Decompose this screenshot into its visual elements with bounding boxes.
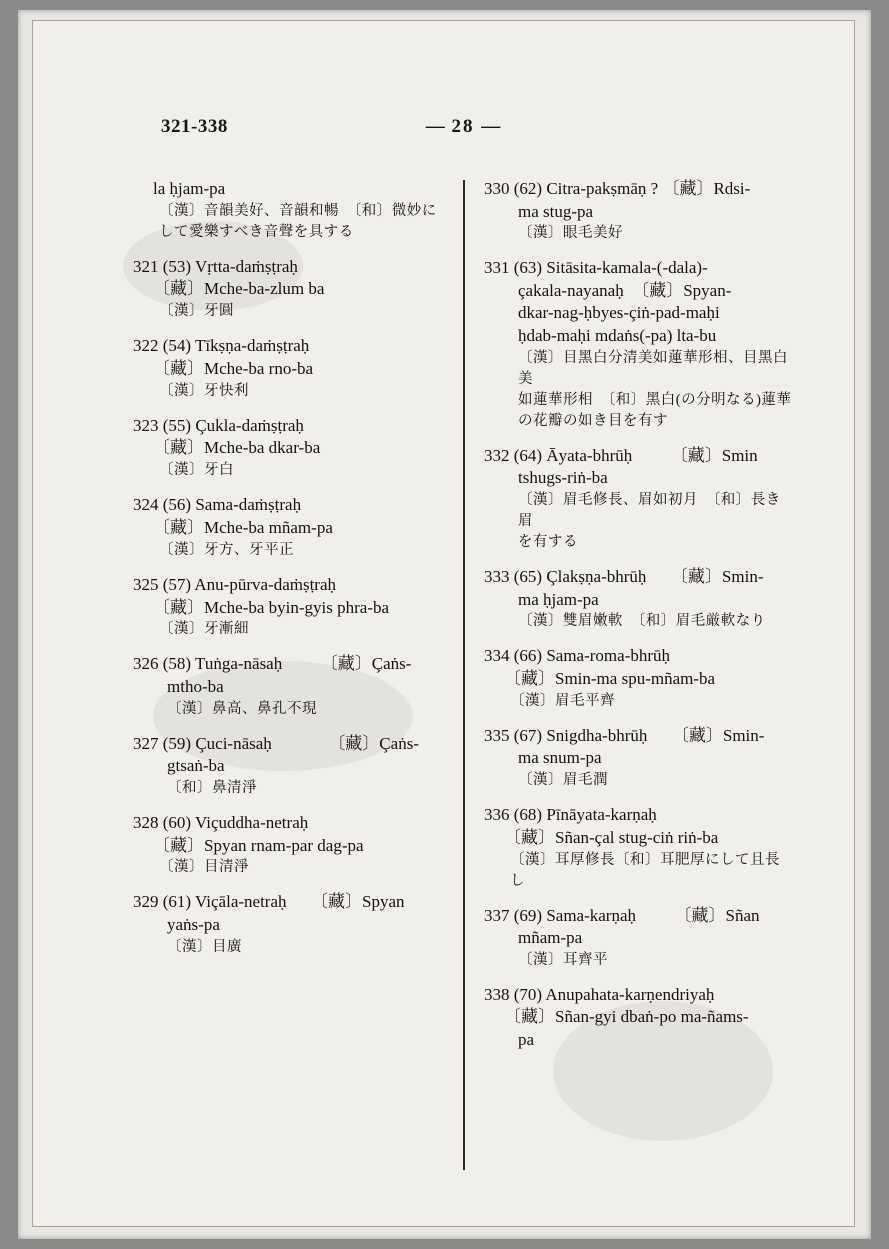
entry-headword: [484, 905, 793, 928]
entry-continuation-320: [133, 178, 442, 243]
entry-subnumber: (54): [162, 336, 192, 356]
dictionary-entry-324: [133, 494, 442, 561]
entry-headword: [484, 804, 793, 827]
entry-sanskrit: Çlakṣṇa-bhrūḥ: [546, 567, 647, 586]
dictionary-entry-327: [133, 733, 442, 799]
gloss-line: 〔漢〕眼毛美好: [518, 225, 623, 242]
tibetan-continuation-line: ḥdab-maḥi mdaṅs(-pa) lta-bu: [518, 326, 717, 346]
tibetan-continuation-line: ma stug-pa: [518, 201, 594, 221]
entry-sanskrit: Snigdha-bhrūḥ: [546, 725, 648, 745]
entry-sanskrit: Tīkṣṇa-daṁṣṭraḥ: [195, 336, 310, 356]
entry-headword: [133, 653, 442, 676]
entry-subnumber: (70): [513, 984, 543, 1004]
entry-headword: [484, 645, 793, 668]
page-header: [133, 116, 793, 150]
entry-sanskrit: Anupahata-karṇendriyaḥ: [545, 984, 715, 1004]
tibetan-continuation-line: dkar-nag-ḥbyes-çiṅ-pad-maḥi: [518, 303, 720, 323]
tibetan-line: 〔藏〕Mche-ba mñam-pa: [153, 517, 333, 537]
gloss-line: 〔漢〕眉毛平齊: [510, 692, 615, 709]
tibetan-continuation-line: pa: [518, 1030, 535, 1050]
page-content-area: [32, 20, 855, 1227]
entry-subnumber: (58): [162, 654, 192, 674]
tibetan-continuation-line: gtsaṅ-ba: [167, 756, 225, 776]
dictionary-entry-338: [484, 984, 793, 1052]
entry-headword: [133, 812, 442, 835]
entry-subnumber: (69): [513, 905, 543, 925]
tibetan-continuation-line: çakala-nayanaḥ 〔藏〕Spyan-: [518, 280, 732, 300]
entry-number: 337: [484, 905, 510, 925]
entry-subnumber: (65): [513, 567, 543, 586]
entry-number: 323: [133, 415, 159, 435]
entry-headword: [133, 891, 442, 914]
entry-number: 324: [133, 495, 159, 515]
entry-number: 325: [133, 574, 159, 594]
entry-subnumber: (56): [162, 495, 192, 515]
page-number-label: [133, 116, 793, 138]
entry-tibetan-head-tail: 〔藏〕Çaṅs-: [328, 733, 419, 753]
entry-number: 322: [133, 336, 159, 356]
entry-sanskrit: Citra-pakṣmāṇ ?: [546, 179, 659, 198]
tibetan-continuation-line: ma ḥjam-pa: [518, 589, 599, 609]
entry-subnumber: (53): [162, 256, 192, 276]
page-body: [133, 116, 793, 1065]
entry-sanskrit: Viçuddha-netraḥ: [195, 812, 309, 832]
gloss-line: 〔和〕鼻清淨: [167, 779, 257, 796]
gloss-line: 〔漢〕目黑白分清美如蓮華形相、目黑白美: [518, 349, 788, 387]
dictionary-entry-326: [133, 653, 442, 719]
tibetan-line: 〔藏〕Mche-ba byin-gyis phra-ba: [153, 597, 390, 617]
tibetan-line: 〔藏〕Sñan-gyi dbaṅ-po ma-ñams-: [504, 1007, 749, 1027]
gloss-line: 〔漢〕牙白: [159, 462, 234, 479]
gloss-line: 〔漢〕牙快利: [159, 382, 249, 399]
gloss-line: 〔漢〕眉毛修長、眉如初月 〔和〕長き眉: [518, 491, 781, 529]
entry-headword: [133, 335, 442, 358]
gloss-line: 〔漢〕雙眉嫩軟 〔和〕眉毛厳軟なり: [518, 613, 766, 630]
dictionary-entry-328: [133, 812, 442, 879]
entry-headword: [133, 494, 442, 517]
entry-subnumber: (57): [162, 574, 192, 594]
gloss-line: 〔漢〕目廣: [167, 938, 242, 955]
entry-subnumber: (63): [513, 258, 543, 278]
tibetan-continuation-line: mñam-pa: [518, 928, 583, 948]
gloss-line: 〔漢〕牙圓: [159, 303, 234, 320]
dictionary-entry-334: [484, 645, 793, 712]
entry-sanskrit: Anu-pūrva-daṁṣṭraḥ: [194, 574, 337, 594]
gloss-line: 〔漢〕耳齊平: [518, 951, 608, 968]
gloss-line: 〔漢〕牙漸細: [159, 621, 249, 638]
tibetan-continuation-line: tshugs-riṅ-ba: [518, 468, 608, 488]
entry-sanskrit: Sama-daṁṣṭraḥ: [195, 495, 302, 515]
entry-subnumber: (60): [162, 812, 192, 832]
dictionary-entry-332: [484, 445, 793, 553]
entry-subnumber: (59): [162, 733, 192, 753]
entry-sanskrit: Çuci-nāsaḥ: [195, 733, 272, 753]
entry-tibetan-head-tail: 〔藏〕Çaṅs-: [320, 654, 412, 674]
gloss-line: の花瓣の如き目を有す: [518, 412, 668, 429]
entry-headword: [484, 445, 793, 468]
entry-subnumber: (68): [513, 805, 543, 825]
entry-subnumber: (67): [513, 725, 543, 745]
entry-headword: [133, 256, 442, 279]
gloss-line: 〔漢〕牙方、牙平正: [159, 541, 294, 558]
entry-tibetan-head-tail: 〔藏〕Smin-: [671, 725, 765, 745]
entry-sanskrit: Sama-roma-bhrūḥ: [546, 646, 671, 666]
tibetan-line: 〔藏〕Mche-ba rno-ba: [153, 358, 314, 378]
dictionary-entry-335: [484, 725, 793, 791]
header-dash-left: —: [425, 116, 445, 137]
gloss-line: 〔漢〕音韻美好、音韻和暢 〔和〕微妙に: [159, 202, 437, 219]
entry-number: 336: [484, 805, 510, 825]
gloss-line: を有する: [518, 533, 578, 550]
entry-range-label: 321-338: [161, 116, 228, 137]
entry-sanskrit: Sama-karṇaḥ: [546, 905, 637, 925]
entry-number: 326: [133, 654, 159, 674]
tibetan-line: 〔藏〕Spyan rnam-par dag-pa: [153, 835, 364, 855]
entry-headword: [484, 984, 793, 1007]
tibetan-line: 〔藏〕Mche-ba-zlum ba: [153, 279, 325, 299]
entry-subnumber: (66): [513, 646, 543, 666]
left-column: [133, 178, 456, 1065]
entry-number: 327: [133, 733, 159, 753]
tibetan-continuation-line: mtho-ba: [167, 677, 224, 697]
entry-number: 331: [484, 258, 510, 278]
entry-headword: [484, 257, 793, 280]
scanned-page-sheet: [18, 10, 871, 1239]
tibetan-line: 〔藏〕Smin-ma spu-mñam-ba: [504, 668, 716, 688]
tibetan-line: 〔藏〕Mche-ba dkar-ba: [153, 438, 321, 458]
entry-number: 333: [484, 567, 510, 586]
dictionary-entry-331: [484, 257, 793, 432]
page-number-value: 28: [451, 116, 475, 137]
gloss-line: 〔漢〕耳厚修長〔和〕耳肥厚にして且長し: [510, 851, 780, 889]
entry-number: 329: [133, 892, 159, 912]
entry-tibetan-head-tail: 〔藏〕Rdsi-: [662, 179, 751, 198]
gloss-line: 如蓮華形相 〔和〕黑白(の分明なる)蓮華: [518, 391, 792, 408]
entry-subnumber: (61): [162, 892, 192, 912]
gloss-line: 〔漢〕目清淨: [159, 859, 249, 876]
dictionary-entry-333: [484, 566, 793, 632]
two-column-body: [133, 178, 793, 1065]
entry-sanskrit: Tuṅga-nāsaḥ: [195, 654, 283, 674]
entry-headword: [133, 574, 442, 597]
entry-number: 334: [484, 646, 510, 666]
entry-sanskrit: Viçāla-netraḥ: [195, 892, 287, 912]
right-column: [456, 178, 793, 1065]
entry-number: 338: [484, 984, 510, 1004]
dictionary-entry-337: [484, 905, 793, 971]
entry-headword: [133, 733, 442, 756]
dictionary-entry-336: [484, 804, 793, 892]
gloss-line: して愛樂すべき音聲を具する: [159, 223, 354, 240]
continuation-tibetan-line: la ḥjam-pa: [153, 179, 226, 198]
entry-subnumber: (62): [513, 179, 543, 198]
dictionary-entry-322: [133, 335, 442, 402]
entry-tibetan-head-tail: 〔藏〕Smin: [670, 445, 758, 465]
entry-tibetan-head-tail: 〔藏〕Smin-: [670, 567, 764, 586]
entry-subnumber: (64): [513, 445, 543, 465]
entry-sanskrit: Sitāsita-kamala-(-dala)-: [546, 258, 708, 278]
entry-tibetan-head-tail: 〔藏〕Spyan: [311, 892, 405, 912]
dictionary-entry-329: [133, 891, 442, 957]
entry-subnumber: (55): [162, 415, 192, 435]
entry-number: 330: [484, 179, 510, 198]
entry-sanskrit: Pīnāyata-karṇaḥ: [546, 805, 657, 825]
tibetan-continuation-line: yaṅs-pa: [167, 915, 220, 935]
entry-headword: [484, 178, 793, 201]
entry-sanskrit: Çukla-daṁṣṭraḥ: [195, 415, 304, 435]
dictionary-entry-330: [484, 178, 793, 244]
entry-headword: [484, 566, 793, 589]
dictionary-entry-321: [133, 256, 442, 323]
entry-sanskrit: Vṛtta-daṁṣṭraḥ: [195, 256, 298, 276]
entry-sanskrit: Āyata-bhrūḥ: [546, 445, 633, 465]
header-dash-right: —: [481, 116, 501, 137]
dictionary-entry-325: [133, 574, 442, 641]
gloss-line: 〔漢〕鼻高、鼻孔不現: [167, 700, 317, 717]
dictionary-entry-323: [133, 415, 442, 482]
tibetan-continuation-line: ma snum-pa: [518, 748, 602, 768]
entry-number: 335: [484, 725, 510, 745]
entry-headword: [133, 415, 442, 438]
gloss-line: 〔漢〕眉毛潤: [518, 772, 608, 789]
entry-number: 321: [133, 256, 159, 276]
tibetan-line: 〔藏〕Sñan-çal stug-ciṅ riṅ-ba: [504, 827, 719, 847]
entry-number: 332: [484, 445, 510, 465]
entry-headword: [484, 725, 793, 748]
entry-number: 328: [133, 812, 159, 832]
entry-tibetan-head-tail: 〔藏〕Sñan: [674, 905, 760, 925]
